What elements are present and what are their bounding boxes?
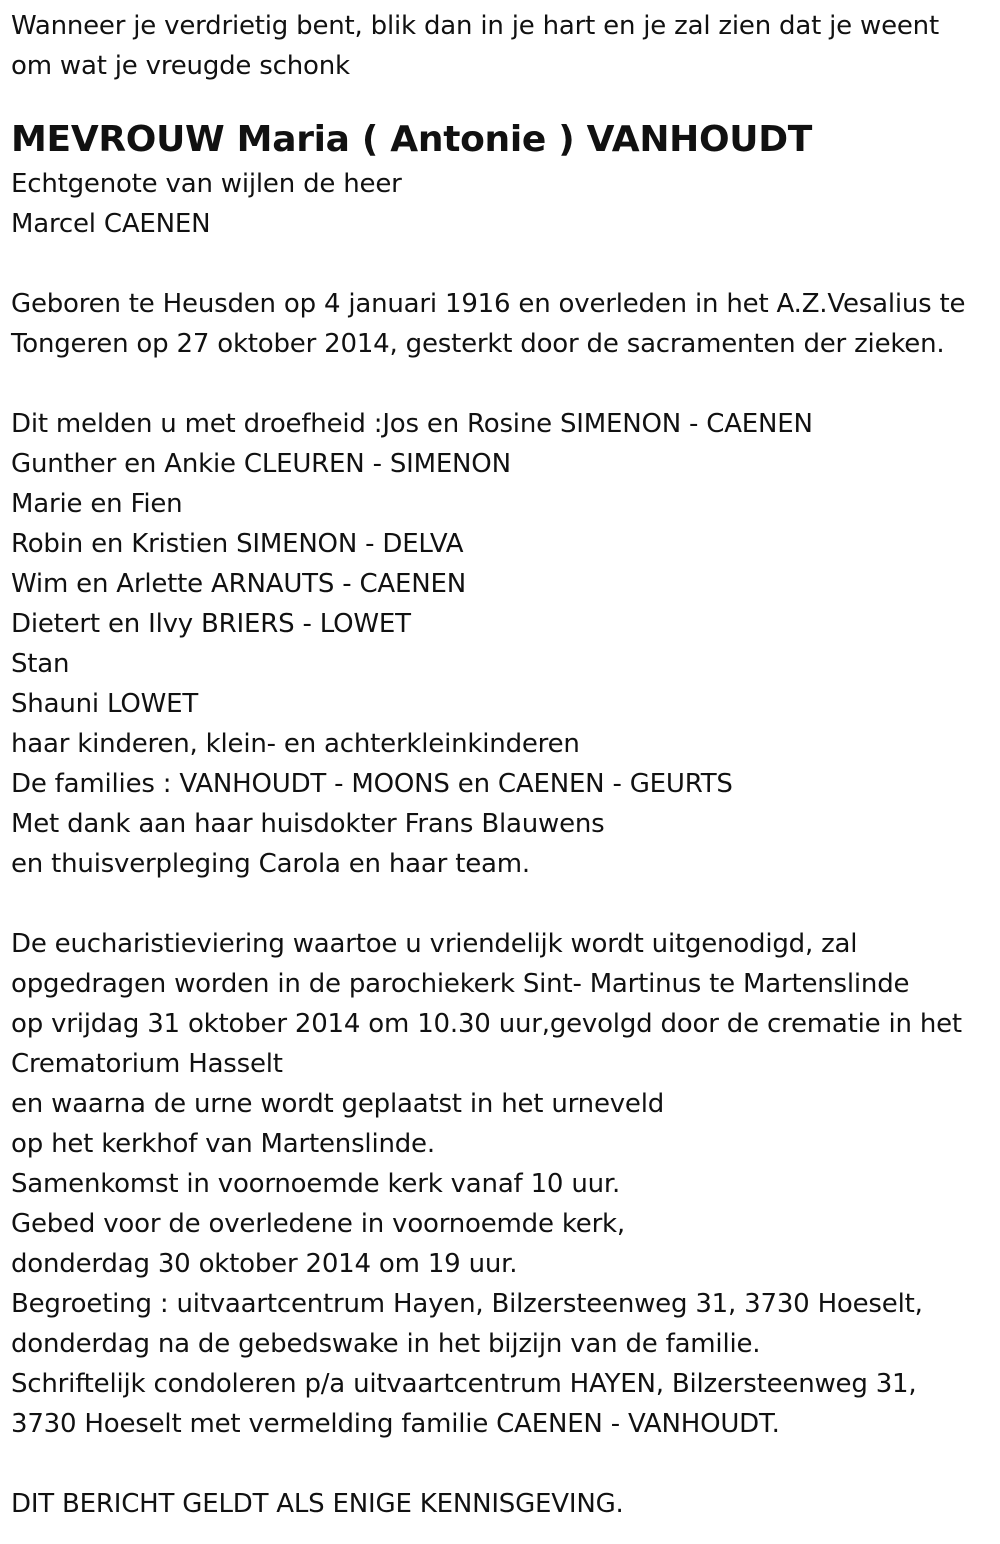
- spacer: [11, 244, 996, 284]
- birth-death-info: [11, 284, 996, 364]
- ceremony-line: op vrijdag 31 oktober 2014 om 10.30 uur,gevolgd door de crematie in het: [11, 1009, 962, 1039]
- ceremony-line: Schriftelijk condoleren p/a uitvaartcentrum HAYEN, Bilzersteenweg 31,: [11, 1369, 917, 1399]
- family-line: Shauni LOWET: [11, 689, 199, 719]
- ceremony-line: De eucharistieviering waartoe u vriendelijk wordt uitgenodigd, zal: [11, 929, 858, 959]
- ceremony-line: en waarna de urne wordt geplaatst in het urneveld: [11, 1089, 665, 1119]
- ceremony-line: opgedragen worden in de parochiekerk Sint- Martinus te Martenslinde: [11, 969, 910, 999]
- ceremony-line: Gebed voor de overledene in voornoemde kerk,: [11, 1209, 625, 1239]
- family-list: [11, 404, 996, 884]
- ceremony-line: donderdag na de gebedswake in het bijzijn van de familie.: [11, 1329, 761, 1359]
- ceremony-line: op het kerkhof van Martenslinde.: [11, 1129, 435, 1159]
- death-notice: [11, 6, 996, 1524]
- family-line: De families : VANHOUDT - MOONS en CAENEN - GEURTS: [11, 769, 733, 799]
- spacer: [11, 364, 996, 404]
- family-line: en thuisverpleging Carola en haar team.: [11, 849, 530, 879]
- family-line: Wim en Arlette ARNAUTS - CAENEN: [11, 569, 466, 599]
- ceremony-info: [11, 924, 996, 1444]
- birth-death-line: Geboren te Heusden op 4 januari 1916 en overleden in het A.Z.Vesalius te: [11, 289, 966, 319]
- ceremony-line: donderdag 30 oktober 2014 om 19 uur.: [11, 1249, 518, 1279]
- ceremony-line: Crematorium Hasselt: [11, 1049, 283, 1079]
- family-line: Marie en Fien: [11, 489, 183, 519]
- family-line: haar kinderen, klein- en achterkleinkinderen: [11, 729, 580, 759]
- family-line: Gunther en Ankie CLEUREN - SIMENON: [11, 449, 511, 479]
- birth-death-line: Tongeren op 27 oktober 2014, gesterkt door de sacramenten der zieken.: [11, 329, 945, 359]
- ceremony-line: Begroeting : uitvaartcentrum Hayen, Bilzersteenweg 31, 3730 Hoeselt,: [11, 1289, 923, 1319]
- ceremony-line: Samenkomst in voornoemde kerk vanaf 10 uur.: [11, 1169, 621, 1199]
- family-line: Met dank aan haar huisdokter Frans Blauwens: [11, 809, 605, 839]
- spouse-line: Echtgenote van wijlen de heer: [11, 169, 402, 199]
- motto: [11, 6, 996, 86]
- motto-line: Wanneer je verdrietig bent, blik dan in je hart en je zal zien dat je weent: [11, 11, 939, 41]
- family-line: Dietert en Ilvy BRIERS - LOWET: [11, 609, 411, 639]
- ceremony-line: 3730 Hoeselt met vermelding familie CAENEN - VANHOUDT.: [11, 1409, 780, 1439]
- deceased-name: MEVROUW Maria ( Antonie ) VANHOUDT: [11, 119, 813, 160]
- motto-line: om wat je vreugde schonk: [11, 51, 350, 81]
- spouse-name: Marcel CAENEN: [11, 209, 211, 239]
- family-line: Robin en Kristien SIMENON - DELVA: [11, 529, 464, 559]
- family-line: Stan: [11, 649, 70, 679]
- closing-statement: DIT BERICHT GELDT ALS ENIGE KENNISGEVING.: [11, 1489, 624, 1519]
- family-line: Dit melden u met droefheid :Jos en Rosine SIMENON - CAENEN: [11, 409, 813, 439]
- spouse-info: [11, 164, 996, 244]
- spacer: [11, 884, 996, 924]
- spacer: [11, 1444, 996, 1484]
